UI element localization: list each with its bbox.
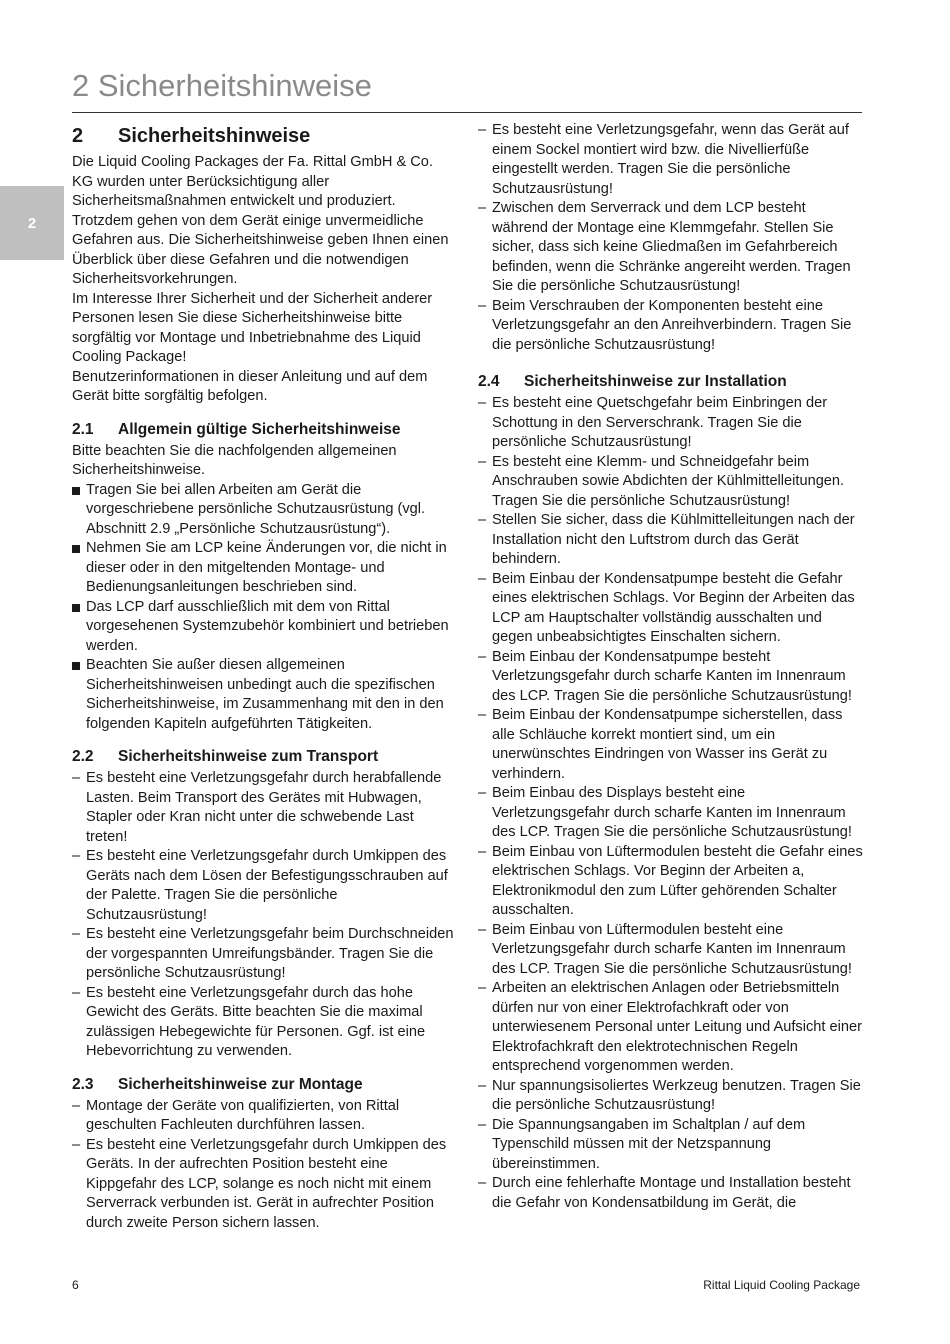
section-heading-2-3 — [72, 1074, 457, 1096]
dash-item: – Es besteht eine Verletzungsgefahr durch herabfallende Lasten. Beim Transport des Gerätes mit Hubwagen, Stapler oder Kran nicht unter die schwebende Last treten! — [72, 770, 442, 845]
section-number: 2.3 — [72, 1075, 94, 1093]
page-header-title: 2 Sicherheitshinweise — [72, 68, 372, 103]
dash-item: – Arbeiten an elektrischen Anlagen oder Betriebsmitteln dürfen nur von einer Elektrofachkraft oder von unterwiesenem Personal unter Leitung und Aufsicht einer Elektrofachkraft den elektrotechnischen Regeln entsprechend vorgenommen werden. — [478, 980, 862, 1074]
section-title: Sicherheitshinweise zur Installation — [524, 373, 787, 390]
section-heading-2-2 — [72, 746, 457, 768]
dash-item: – Es besteht eine Klemm- und Schneidgefahr beim Anschrauben sowie Abdichten der Kühlmittelleitungen. Tragen Sie die persönliche Schutzausrüstung! — [478, 453, 845, 509]
left-column — [72, 120, 457, 1233]
square-bullet-icon — [72, 604, 80, 612]
bullet-item: Das LCP darf ausschließlich mit dem von Rittal vorgesehenen Systemzubehör kombiniert und betrieben werden. — [72, 598, 457, 657]
square-bullet-icon — [72, 545, 80, 553]
dash-item: – Es besteht eine Verletzungsgefahr beim Durchschneiden der vorgespannten Umreifungsbänder. Tragen Sie die persönliche Schutzausrüstung! — [72, 926, 454, 981]
intro-paragraph: Die Liquid Cooling Packages der Fa. Rittal GmbH & Co. KG wurden unter Berücksichtigung aller Sicherheitsmaßnahmen entwickelt und produziert. Trotzdem gehen von dem Gerät einige unvermeidliche Gefahren aus. Die Sicherheitshinweise geben Ihnen einen Überblick über diese Gefahren und die notwendigen Sicherheitsvorkehrungen. — [72, 154, 449, 287]
section-title: Sicherheitshinweise zum Transport — [118, 748, 379, 765]
dash-item: – Zwischen dem Serverrack und dem LCP besteht während der Montage eine Klemmgefahr. Stellen Sie sicher, dass sich keine Gliedmaßen im Gefahrbereich befinden, wenn die Schränke angereiht werden. Tragen Sie die persönliche Schutzausrüstung! — [478, 200, 851, 294]
dash-item: – Die Spannungsangaben im Schaltplan / auf dem Typenschild müssen mit der Netzspannung übereinstimmen. — [478, 1116, 806, 1172]
dash-item: – Es besteht eine Verletzungsgefahr durch Umkippen des Geräts nach dem Lösen der Befestigungsschrauben auf der Palette. Tragen Sie die persönliche Schutzausrüstung! — [72, 848, 448, 923]
dash-item: – Montage der Geräte von qualifizierten, von Rittal geschulten Fachleuten durchführen lassen. — [72, 1097, 400, 1133]
intro-paragraph: Im Interesse Ihrer Sicherheit und der Sicherheit anderer Personen lesen Sie diese Sicherheitshinweise bitte sorgfältig vor Montage und Inbetriebnahme des Liquid Cooling Package! — [72, 290, 433, 365]
bullet-item: Beachten Sie außer diesen allgemeinen Sicherheitshinweisen unbedingt auch die spezifischen Sicherheitshinweise, im Zusammenhang mit den in den folgenden Kapiteln aufgeführten Tätigkeiten. — [72, 656, 457, 734]
section-number: 2.1 — [72, 420, 94, 438]
dash-item: – Beim Einbau des Displays besteht eine Verletzungsgefahr durch scharfe Kanten im Innenraum des LCP. Tragen Sie die persönliche Schutzausrüstung! — [478, 785, 852, 840]
header-divider — [72, 112, 862, 113]
section-intro: Bitte beachten Sie die nachfolgenden allgemeinen Sicherheitshinweise. — [72, 442, 397, 478]
dash-item: – Beim Verschrauben der Komponenten besteht eine Verletzungsgefahr an den Anreihverbindern. Tragen Sie die persönliche Schutzausrüstung! — [478, 297, 852, 353]
intro-paragraph: Benutzerinformationen in dieser Anleitung und auf dem Gerät bitte sorgfältig befolgen. — [72, 368, 428, 404]
bullet-item: Nehmen Sie am LCP keine Änderungen vor, die nicht in dieser oder in den mitgeltenden Montage- und Bedienungsanleitungen beschrieben sind. — [72, 539, 457, 598]
dash-item: – Durch eine fehlerhafte Montage und Installation besteht die Gefahr von Kondensatbildung im Gerät, die — [478, 1175, 851, 1211]
section-heading-2-4 — [478, 371, 863, 393]
dash-item: – Beim Einbau von Lüftermodulen besteht die Gefahr eines elektrischen Schlags. Vor Beginn der Arbeiten a, Elektronikmodul den zum Lüfter gehörenden Schalter ausschalten. — [478, 843, 863, 918]
dash-item: – Beim Einbau von Lüftermodulen besteht eine Verletzungsgefahr durch scharfe Kanten im Innenraum des LCP. Tragen Sie die persönliche Schutzausrüstung! — [478, 921, 852, 977]
section-heading-2-1 — [72, 419, 457, 441]
dash-item: – Es besteht eine Verletzungsgefahr, wenn das Gerät auf einem Sockel montiert wird bzw. die Nivellierfüße eingestellt werden. Tragen Sie die persönliche Schutzausrüstung! — [478, 122, 849, 197]
section-title: Allgemein gültige Sicherheitshinweise — [118, 420, 401, 438]
page-number: 6 — [72, 1278, 79, 1292]
chapter-number: 2 — [72, 125, 84, 147]
section-title: Sicherheitshinweise zur Montage — [118, 1075, 363, 1093]
dash-item: – Stellen Sie sicher, dass die Kühlmittelleitungen nach der Installation nicht den Luftstrom durch das Gerät behindern. — [478, 512, 855, 567]
dash-item: – Beim Einbau der Kondensatpumpe besteht die Gefahr eines elektrischen Schlags. Vor Beginn der Arbeiten das LCP am Hauptschalter vollständig ausschalten und gegen unbeabsichtigtes Einschalten sichern. — [478, 570, 855, 645]
section-number: 2.4 — [478, 373, 500, 390]
bullet-item: Tragen Sie bei allen Arbeiten am Gerät die vorgeschriebene persönliche Schutzausrüstung (vgl. Abschnitt 2.9 „Persönliche Schutzausrüstung“). — [72, 481, 457, 540]
square-bullet-icon — [72, 662, 80, 670]
chapter-title: Sicherheitshinweise — [118, 125, 311, 147]
section-number: 2.2 — [72, 748, 94, 765]
dash-item: – Es besteht eine Verletzungsgefahr durch das hohe Gewicht des Geräts. Bitte beachten Sie die maximal zulässigen Hebegewichte für Personen. Ggf. ist eine Hebevorrichtung zu verwenden. — [72, 984, 426, 1059]
chapter-heading — [72, 122, 457, 150]
footer-doc-title: Rittal Liquid Cooling Package — [703, 1278, 860, 1292]
right-column — [478, 121, 863, 1213]
dash-item: – Es besteht eine Verletzungsgefahr durch Umkippen des Geräts. In der aufrechten Position besteht eine Kippgefahr des LCP, solange es noch nicht mit einem Serverrack verbunden ist. Gerät in aufrechter Position durch zweite Person sichern lassen. — [72, 1136, 447, 1231]
dash-item: – Beim Einbau der Kondensatpumpe besteht Verletzungsgefahr durch scharfe Kanten im Innenraum des LCP. Tragen Sie die persönliche Schutzausrüstung! — [478, 648, 852, 704]
dash-item: – Nur spannungsisoliertes Werkzeug benutzen. Tragen Sie die persönliche Schutzausrüstung! — [478, 1077, 861, 1113]
chapter-tab: 2 — [0, 186, 64, 260]
square-bullet-icon — [72, 487, 80, 495]
dash-item: – Beim Einbau der Kondensatpumpe sicherstellen, dass alle Schläuche korrekt montiert sind, um ein unerwünschtes Eindringen von Wasser ins Gerät zu verhindern. — [478, 707, 843, 782]
dash-item: – Es besteht eine Quetschgefahr beim Einbringen der Schottung in den Serverschrank. Tragen Sie die persönliche Schutzausrüstung! — [478, 395, 828, 450]
